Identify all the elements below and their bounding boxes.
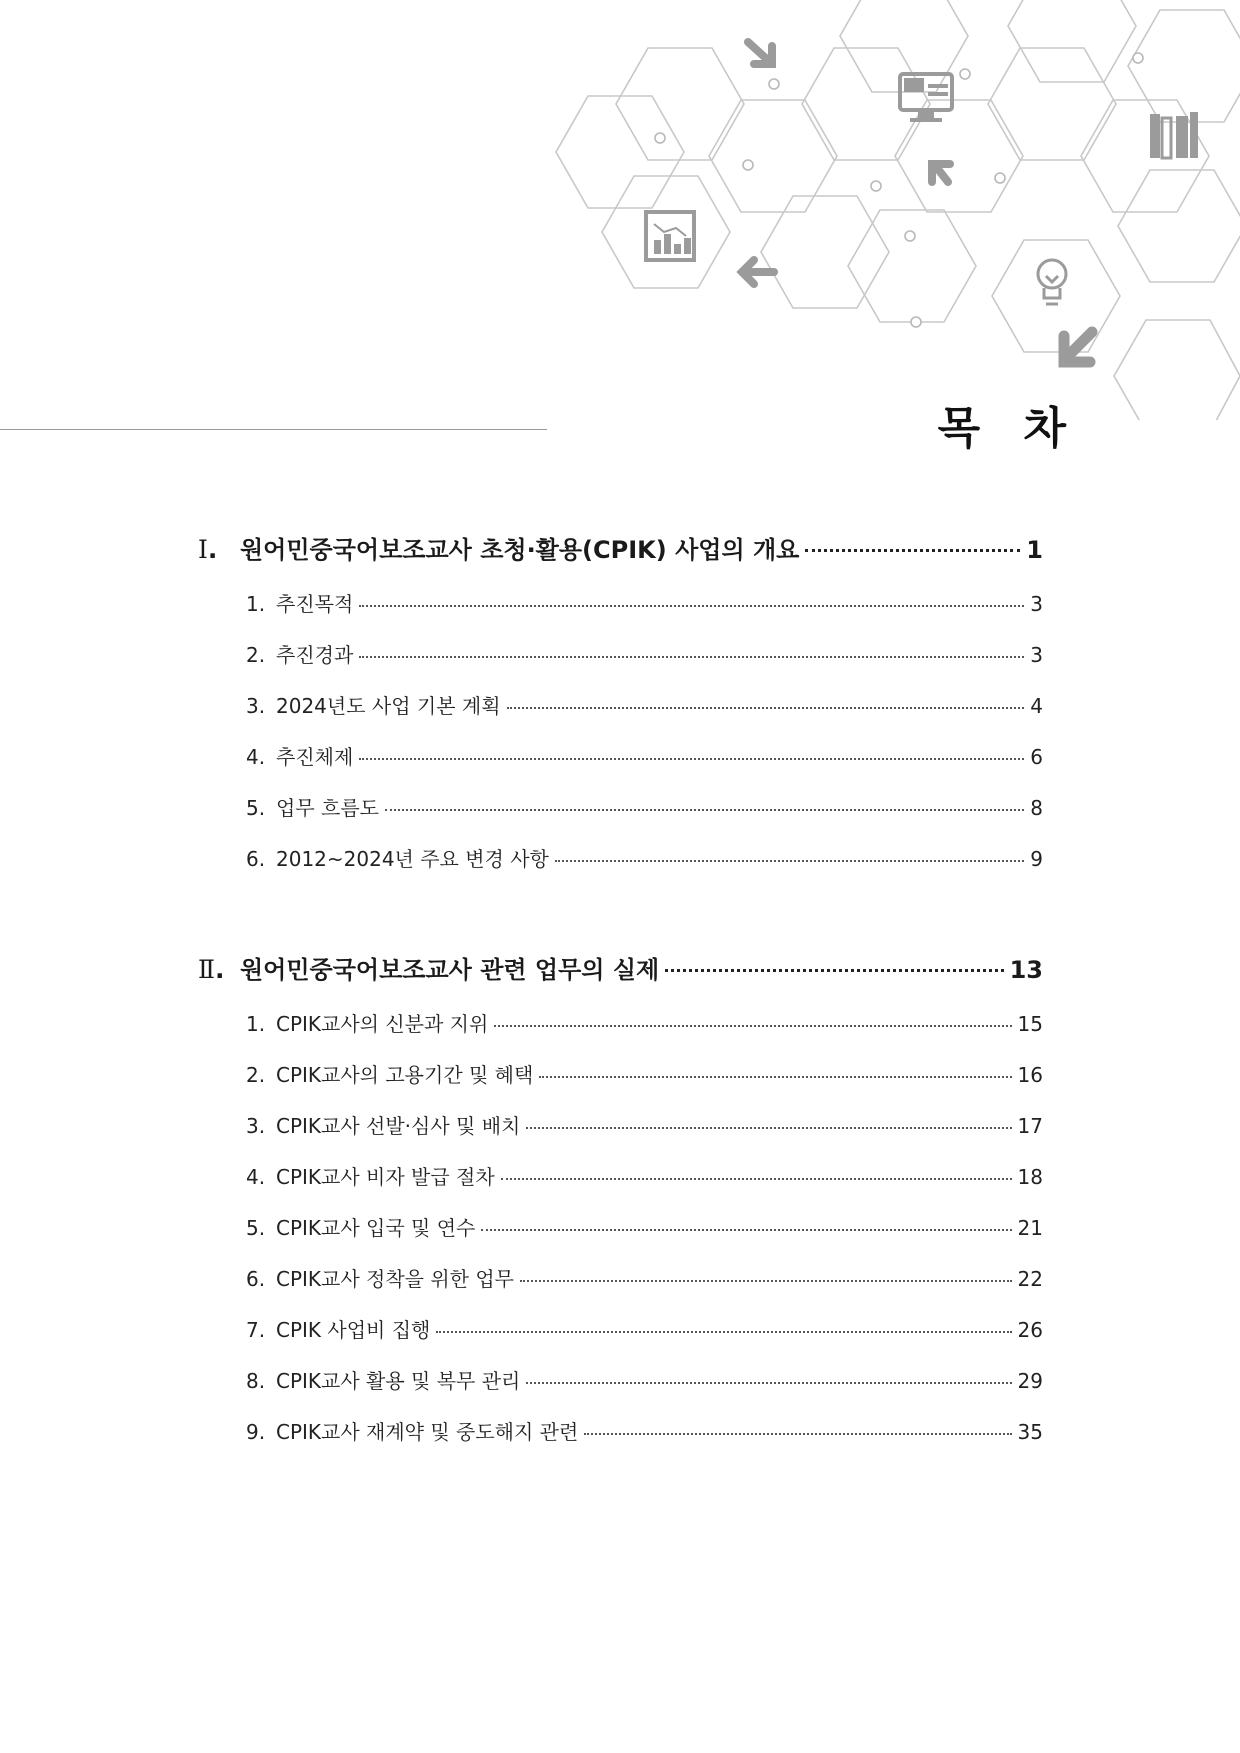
page-number: 1 — [1026, 536, 1043, 564]
entry-title: 2024년도 사업 기본 계획 — [276, 694, 501, 718]
toc-entry[interactable] — [198, 1059, 1043, 1110]
page-number: 26 — [1017, 1318, 1043, 1342]
toc-entry[interactable] — [198, 1365, 1043, 1416]
entry-title: CPIK교사 입국 및 연수 — [276, 1216, 476, 1240]
page-number: 22 — [1017, 1267, 1043, 1291]
toc-section-2 — [198, 950, 1043, 1467]
dot-leader — [520, 1260, 1012, 1282]
entry-number: 1. — [246, 592, 266, 616]
section-title: 원어민중국어보조교사 초청·활용(CPIK) 사업의 개요 — [240, 536, 800, 564]
page-number: 16 — [1017, 1063, 1043, 1087]
page-number: 13 — [1009, 956, 1043, 984]
entry-title: CPIK교사 정착을 위한 업무 — [276, 1267, 514, 1291]
dot-leader — [539, 1056, 1011, 1078]
books-icon — [1150, 112, 1198, 158]
entry-title: 추진체제 — [276, 745, 354, 769]
dot-leader — [526, 1362, 1011, 1384]
dot-leader — [584, 1413, 1011, 1435]
entry-title: CPIK교사의 고용기간 및 혜택 — [276, 1063, 534, 1087]
dot-leader — [359, 585, 1024, 607]
toc-entry[interactable] — [198, 792, 1043, 843]
toc-main-entry[interactable] — [198, 530, 1043, 568]
page-number: 8 — [1030, 796, 1043, 820]
entry-number: 7. — [246, 1318, 266, 1342]
toc-entry[interactable] — [198, 639, 1043, 690]
dot-leader — [665, 945, 1003, 972]
dot-leader — [507, 687, 1025, 709]
page-number: 4 — [1030, 694, 1043, 718]
entry-number: 2. — [246, 1063, 266, 1087]
entry-title: 추진경과 — [276, 643, 354, 667]
toc-entry[interactable] — [198, 843, 1043, 894]
toc-entry[interactable] — [198, 1110, 1043, 1161]
toc-section-1 — [198, 530, 1043, 894]
page-number: 29 — [1017, 1369, 1043, 1393]
toc-entry[interactable] — [198, 1314, 1043, 1365]
arrow-left-icon — [742, 260, 774, 284]
entry-number: 6. — [246, 847, 266, 871]
entry-title: 업무 흐름도 — [276, 796, 379, 820]
entry-title: CPIK교사 선발·심사 및 배치 — [276, 1114, 521, 1138]
toc-main-entry[interactable] — [198, 950, 1043, 988]
dot-leader — [359, 636, 1024, 658]
toc-entry[interactable] — [198, 1212, 1043, 1263]
page-number: 6 — [1030, 745, 1043, 769]
page-number: 9 — [1030, 847, 1043, 871]
table-of-contents — [198, 530, 1043, 1523]
section-numeral: Ⅰ . — [198, 535, 240, 564]
toc-entry[interactable] — [198, 1161, 1043, 1212]
dot-leader — [481, 1209, 1011, 1231]
entry-title: 2012~2024년 주요 변경 사항 — [276, 847, 549, 871]
hexagon-decoration — [540, 0, 1240, 420]
toc-entry[interactable] — [198, 1416, 1043, 1467]
arrow-down-right-icon — [748, 42, 772, 64]
page-number: 35 — [1017, 1420, 1043, 1444]
page-number: 3 — [1030, 592, 1043, 616]
page-title: 목 차 — [937, 403, 1080, 454]
section-numeral: Ⅱ . — [198, 955, 240, 984]
entry-number: 8. — [246, 1369, 266, 1393]
toc-entry[interactable] — [198, 1008, 1043, 1059]
toc-entry[interactable] — [198, 1263, 1043, 1314]
page-number: 18 — [1017, 1165, 1043, 1189]
entry-number: 4. — [246, 745, 266, 769]
page-number: 21 — [1017, 1216, 1043, 1240]
toc-entry[interactable] — [198, 690, 1043, 741]
header-rule — [0, 429, 547, 430]
entry-title: CPIK교사 비자 발급 절차 — [276, 1165, 495, 1189]
entry-number: 1. — [246, 1012, 266, 1036]
arrow-down-left-icon — [1064, 332, 1092, 362]
dot-leader — [385, 789, 1024, 811]
dot-leader — [494, 1005, 1011, 1027]
entry-number: 3. — [246, 1114, 266, 1138]
page-number: 15 — [1017, 1012, 1043, 1036]
dot-leader — [359, 738, 1024, 760]
dot-leader — [436, 1311, 1011, 1333]
page-number: 3 — [1030, 643, 1043, 667]
entry-title: CPIK교사 재계약 및 중도해지 관련 — [276, 1420, 579, 1444]
entry-title: CPIK교사의 신분과 지위 — [276, 1012, 489, 1036]
arrow-up-left-icon — [932, 164, 950, 182]
entry-title: CPIK교사 활용 및 복무 관리 — [276, 1369, 521, 1393]
entry-number: 2. — [246, 643, 266, 667]
dot-leader — [501, 1158, 1012, 1180]
toc-entry[interactable] — [198, 741, 1043, 792]
entry-number: 5. — [246, 796, 266, 820]
entry-title: CPIK 사업비 집행 — [276, 1318, 431, 1342]
entry-title: 추진목적 — [276, 592, 354, 616]
entry-number: 4. — [246, 1165, 266, 1189]
dot-leader — [805, 525, 1020, 552]
entry-number: 9. — [246, 1420, 266, 1444]
page-number: 17 — [1017, 1114, 1043, 1138]
entry-number: 5. — [246, 1216, 266, 1240]
dot-leader — [555, 840, 1024, 862]
entry-number: 3. — [246, 694, 266, 718]
dot-leader — [526, 1107, 1011, 1129]
section-title: 원어민중국어보조교사 관련 업무의 실제 — [240, 956, 660, 984]
bar-chart-icon — [646, 212, 694, 260]
lightbulb-icon — [1038, 260, 1066, 304]
entry-number: 6. — [246, 1267, 266, 1291]
toc-entry[interactable] — [198, 588, 1043, 639]
